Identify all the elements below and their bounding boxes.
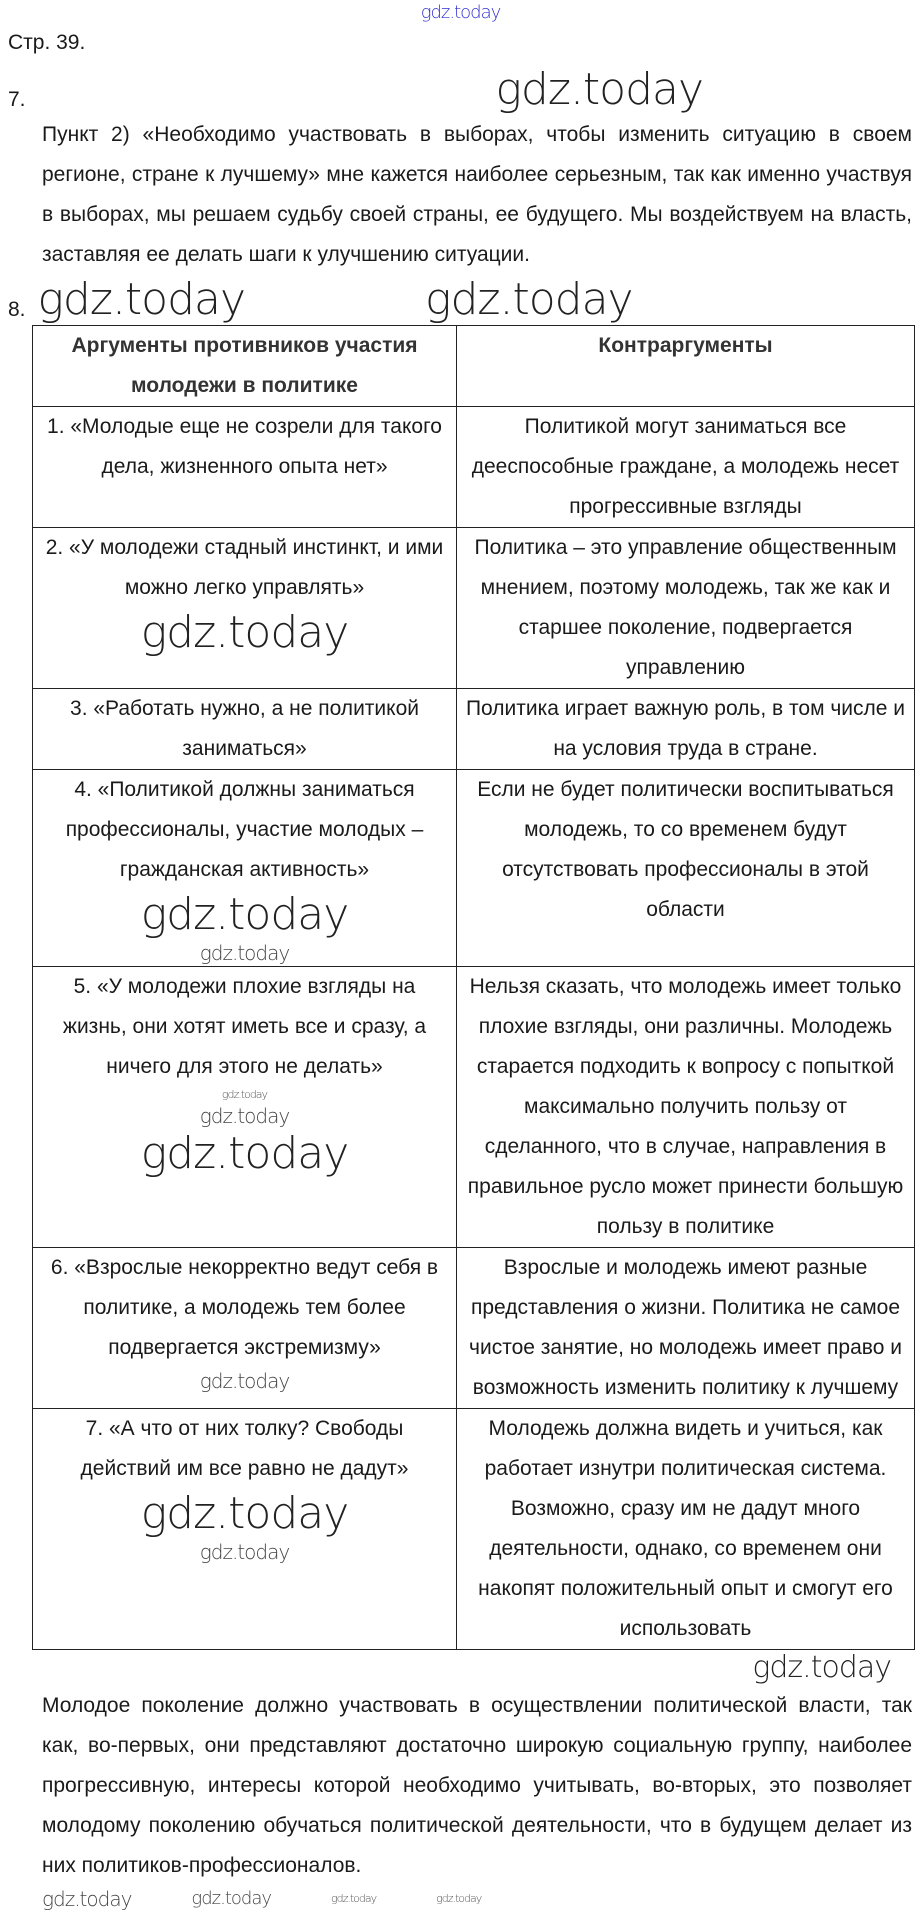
argument-text: 4. «Политикой должны заниматься профессионалы, участие молодых – гражданская активность» xyxy=(65,778,424,881)
watermark: gdz.today xyxy=(199,1369,290,1393)
table-row xyxy=(33,1248,915,1409)
counterargument-cell xyxy=(457,1409,915,1650)
counterargument-cell xyxy=(457,528,915,689)
task7-heading-row xyxy=(0,65,921,115)
table-row xyxy=(33,689,915,770)
argument-cell xyxy=(33,528,457,689)
watermark: gdz.today xyxy=(199,1104,290,1128)
task8-number: 8. xyxy=(8,298,26,321)
watermark: gdz.today xyxy=(140,607,349,658)
counterargument-cell xyxy=(457,967,915,1248)
after-table-watermark-row xyxy=(0,1650,921,1686)
task7-text: Пункт 2) «Необходимо участвовать в выборах, чтобы изменить ситуацию в своем регионе, стране к лучшему» мне кажется наиболее серьезным, так как именно участвуя в выборах, мы решаем судьбу своей страны, ее будущего. Мы воздействуем на власть, заставляя ее делать шаги к улучшению ситуации. xyxy=(42,123,912,266)
table-row xyxy=(33,407,915,528)
counterargument-text: Взрослые и молодежь имеют разные представления о жизни. Политика не самое чистое занятие, но молодежь имеет право и возможность изменить политику к лучшему xyxy=(469,1256,902,1399)
argument-cell xyxy=(33,1248,457,1409)
table-row xyxy=(33,528,915,689)
watermark: gdz.today xyxy=(42,1887,132,1911)
task7-number: 7. xyxy=(8,88,26,111)
header-counterarguments: Контраргументы xyxy=(457,326,915,407)
argument-cell xyxy=(33,967,457,1248)
watermark: gdz.today xyxy=(752,1650,891,1685)
argument-cell xyxy=(33,407,457,528)
counterargument-cell xyxy=(457,407,915,528)
watermark: gdz.today xyxy=(495,64,704,115)
watermark: gdz.today xyxy=(221,1088,268,1101)
watermark: gdz.today xyxy=(140,1488,349,1539)
top-watermark-row xyxy=(0,0,921,25)
argument-text: 1. «Молодые еще не созрели для такого дела, жизненного опыта нет» xyxy=(47,415,442,478)
counterargument-cell xyxy=(457,1248,915,1409)
bottom-watermark-row xyxy=(42,1886,921,1912)
page-label: Стр. 39. xyxy=(8,31,86,54)
watermark: gdz.today xyxy=(436,1892,482,1905)
argument-text: 2. «У молодежи стадный инстинкт, и ими можно легко управлять» xyxy=(45,536,444,599)
argument-text: 3. «Работать нужно, а не политикой заниматься» xyxy=(70,697,419,760)
watermark: gdz.today xyxy=(140,889,349,940)
header-arguments: Аргументы противников участия молодежи в политике xyxy=(33,326,457,407)
argument-text: 7. «А что от них толку? Свободы действий им все равно не дадут» xyxy=(80,1417,409,1480)
watermark: gdz.today xyxy=(420,2,501,23)
counterargument-text: Политикой могут заниматься все дееспособные граждане, а молодежь несет прогрессивные взгляды xyxy=(471,415,900,518)
watermark: gdz.today xyxy=(425,274,633,325)
argument-cell xyxy=(33,689,457,770)
counterargument-cell xyxy=(457,770,915,967)
task8-heading-row xyxy=(0,275,921,325)
watermark: gdz.today xyxy=(191,1888,271,1909)
watermark: gdz.today xyxy=(37,274,246,325)
table-header-row xyxy=(33,326,915,407)
watermark: gdz.today xyxy=(331,1892,377,1905)
counterargument-text: Политика играет важную роль, в том числе и на условия труда в стране. xyxy=(465,697,906,760)
counterargument-text: Нельзя сказать, что молодежь имеет только плохие взгляды, они различны. Молодежь старается подходить к вопросу с попыткой максимально получить пользу от сделанного, что в случае, направления в правильное русло может принести большую пользу в политике xyxy=(467,975,904,1238)
watermark: gdz.today xyxy=(199,941,290,965)
counterargument-text: Если не будет политически воспитываться молодежь, то со временем будут отсутствовать профессионалы в этой области xyxy=(477,778,894,921)
argument-cell xyxy=(33,770,457,967)
arguments-table xyxy=(32,325,915,1650)
argument-text: 6. «Взрослые некорректно ведут себя в политике, а молодежь тем более подвергается экстремизму» xyxy=(50,1256,439,1359)
counterargument-cell xyxy=(457,689,915,770)
counterargument-text: Политика – это управление общественным мнением, поэтому молодежь, так же как и старшее поколение, подвергается управлению xyxy=(474,536,897,679)
argument-text: 5. «У молодежи плохие взгляды на жизнь, они хотят иметь все и сразу, а ничего для этого не делать» xyxy=(62,975,427,1078)
watermark: gdz.today xyxy=(199,1540,290,1564)
argument-cell xyxy=(33,1409,457,1650)
task8-conclusion: Молодое поколение должно участвовать в осуществлении политической власти, так как, во-первых, они представляют достаточно широкую социальную группу, наиболее прогрессивную, интересы которой необходимо учитывать, во-вторых, это позволяет молодому поколению обучаться политической деятельности, что в будущем делает из них политиков-профессионалов. xyxy=(42,1694,912,1877)
table-row xyxy=(33,1409,915,1650)
watermark: gdz.today xyxy=(140,1128,349,1179)
table-row xyxy=(33,967,915,1248)
table-row xyxy=(33,770,915,967)
counterargument-text: Молодежь должна видеть и учиться, как работает изнутри политическая система. Возможно, сразу им не дадут много деятельности, однако, со временем они накопят положительный опыт и смогут его использовать xyxy=(478,1417,893,1640)
